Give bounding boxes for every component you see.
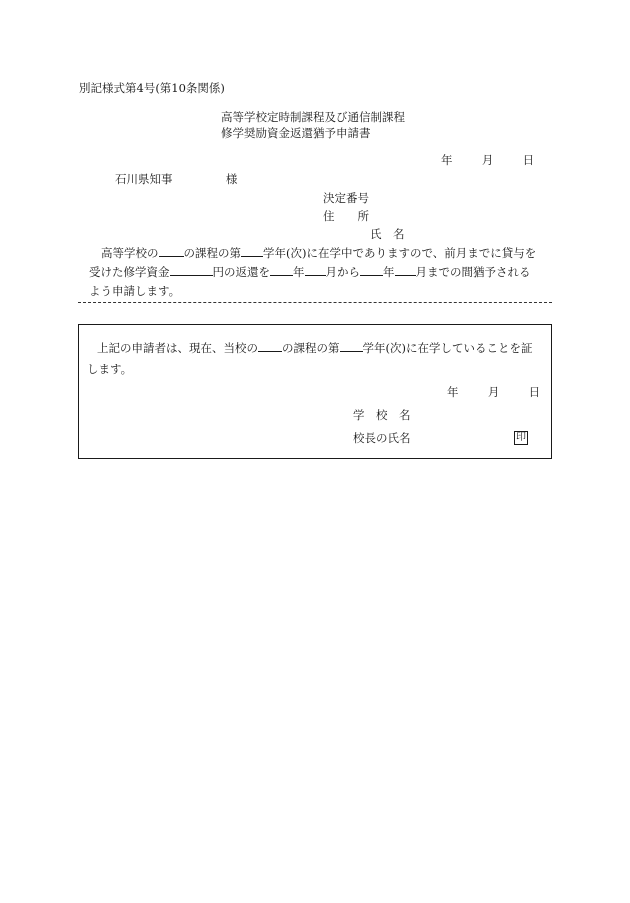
form-reference: 別記様式第4号(第10条関係)	[79, 81, 225, 95]
addressee-honorific: 様	[225, 172, 238, 186]
principal-name-label: 校長の氏名	[353, 431, 411, 445]
cert-date-month: 月	[487, 385, 500, 399]
name-label: 氏 名	[370, 227, 405, 241]
certificate-date	[447, 384, 540, 400]
address-label: 住 所	[323, 209, 369, 223]
decision-number-label: 決定番号	[323, 191, 369, 205]
seal-icon: 印	[516, 432, 526, 443]
cert-date-day: 日	[528, 385, 541, 399]
school-name-label: 学 校 名	[353, 408, 411, 422]
date-year: 年	[441, 153, 453, 167]
date-day: 日	[522, 153, 535, 167]
cert-date-year: 年	[447, 385, 459, 399]
application-body-line-3: よう申請します。	[89, 284, 181, 298]
date-month: 月	[481, 153, 494, 167]
seal-mark	[514, 429, 528, 445]
addressee	[115, 171, 237, 187]
certificate-text-line-2: します。	[87, 362, 133, 376]
application-body-line-2: 受けた修学資金 円の返還を 年 月から 年 月までの間猶予される	[89, 265, 531, 279]
certificate-text-line-1: 上記の申請者は、現在、当校の の課程の第 学年(次)に在学していることを証	[97, 341, 533, 355]
title-line-2: 修学奨励資金返還猶予申請書	[221, 126, 371, 140]
application-date	[441, 152, 534, 168]
application-body-line-1: 高等学校の の課程の第 学年(次)に在学中でありますので、前月までに貸与を	[101, 246, 537, 260]
addressee-name: 石川県知事	[115, 172, 173, 186]
title-line-1: 高等学校定時制課程及び通信制課程	[221, 110, 405, 124]
cut-line	[78, 302, 552, 303]
